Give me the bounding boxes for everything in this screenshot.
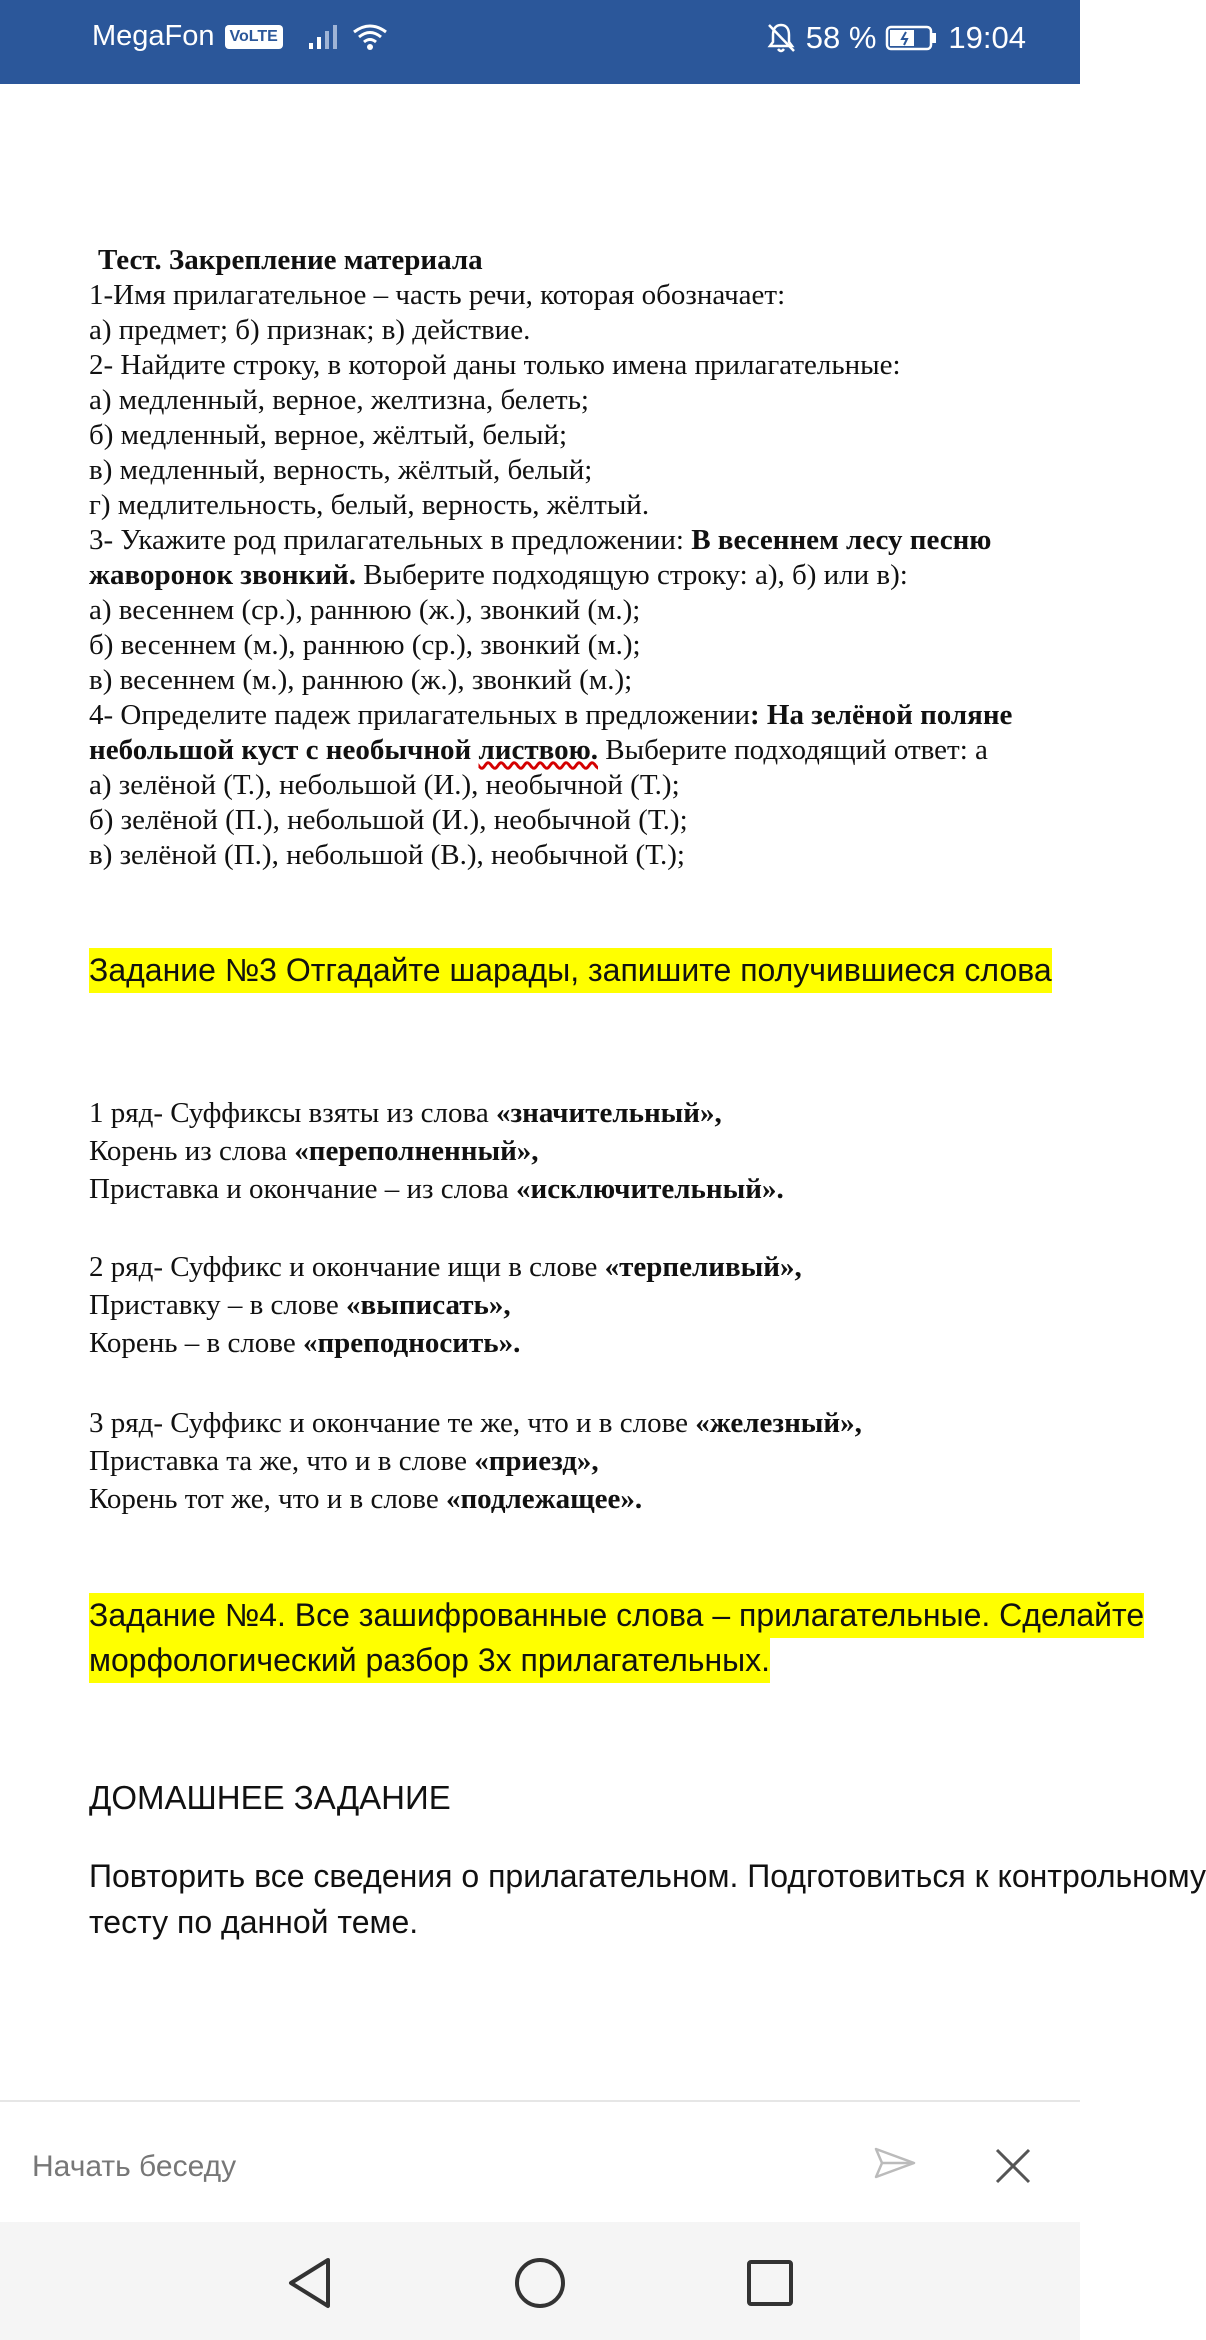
volte-badge: VoLTE [225,25,283,49]
question-4-sentence-end: листвою. [478,734,598,766]
row-1-line-3 [89,1172,784,1207]
row-1-word-3: «исключительный». [515,1173,784,1205]
mute-notification-icon [766,22,796,54]
doc-title: Тест. Закрепление материала [98,244,483,276]
document-view[interactable] [0,88,1206,2098]
row-3-line-1 [89,1406,862,1441]
status-right [766,20,1026,56]
question-4-line2 [89,733,988,768]
task-3-heading: Задание №3 Отгадайте шарады, запишите получившиеся слова [89,948,1052,993]
carrier-name: MegaFon [92,20,215,52]
question-3 [89,523,991,558]
question-4-sentence: : На зелёной поляне [750,699,1013,731]
row-1-word-1: «значительный», [495,1097,722,1129]
back-icon[interactable] [285,2256,335,2310]
row-1-word-2: «переполненный», [294,1135,539,1167]
navigation-bar [0,2222,1080,2340]
row-1-line-2 [89,1134,539,1169]
row-3-word-3: «подлежащее». [445,1483,643,1515]
question-3-instruction: Выберите подходящую строку: а), б) или в): [356,559,908,591]
homework-line-2: тесту по данной теме. [89,1904,419,1940]
homework-line-1: Повторить все сведения о прилагательном. Подготовиться к контрольному [89,1858,1206,1894]
recents-icon[interactable] [745,2256,795,2310]
question-3-option-a: а) весеннем (ср.), раннюю (ж.), звонкий (м.); [89,594,641,626]
close-icon[interactable] [993,2146,1033,2186]
question-2-option-d: г) медлительность, белый, верность, жёлтый. [89,489,650,521]
question-2-option-c: в) медленный, верность, жёлтый, белый; [89,454,593,486]
question-4-sentence-mid: небольшой куст с необычной [89,734,479,766]
chat-bar [0,2100,1080,2224]
question-4 [89,698,1012,733]
question-4-instruction: Выберите подходящий ответ: а [598,734,988,766]
send-icon[interactable] [873,2146,917,2180]
question-2-option-a: а) медленный, верное, желтизна, белеть; [89,384,589,416]
row-3-text-2: Приставка та же, что и в слове [89,1445,475,1477]
question-2: 2- Найдите строку, в которой даны только имена прилагательные: [89,349,901,381]
row-2-line-3 [89,1326,520,1361]
task-4-heading-line-2: морфологический разбор 3х прилагательных. [89,1638,770,1683]
row-3-line-3 [89,1482,642,1517]
status-left [92,20,389,53]
chat-input[interactable]: Начать беседу [32,2150,237,2183]
question-3-option-b: б) весеннем (м.), раннюю (ср.), звонкий (м.); [89,629,641,661]
question-3-sentence: В весеннем лесу песню [691,524,992,556]
row-1-line-1 [89,1096,722,1131]
row-2-line-1 [89,1250,802,1285]
question-3-option-c: в) весеннем (м.), раннюю (ж.), звонкий (м.); [89,664,633,696]
row-3-line-2 [89,1444,599,1479]
question-1-options: а) предмет; б) признак; в) действие. [89,314,531,346]
status-bar [0,0,1080,84]
row-2-word-2: «выписать», [346,1289,511,1321]
question-3-text: 3- Укажите род прилагательных в предложении: [89,524,692,556]
row-2-word-1: «терпеливый», [604,1251,802,1283]
question-4-option-a: а) зелёной (Т.), небольшой (И.), необычной (Т.); [89,769,680,801]
task-4-heading-line-1: Задание №4. Все зашифрованные слова – прилагательные. Сделайте [89,1593,1144,1638]
signal-icon [307,23,341,51]
home-icon[interactable] [513,2256,567,2310]
row-3-text-1: 3 ряд- Суффикс и окончание те же, что и в слове [89,1407,696,1439]
question-4-option-c: в) зелёной (П.), небольшой (В.), необычной (Т.); [89,839,685,871]
row-3-word-1: «железный», [695,1407,862,1439]
row-2-line-2 [89,1288,511,1323]
battery-percent: 58 % [805,20,877,55]
wifi-icon [351,22,389,52]
question-3-line2 [89,558,908,593]
clock: 19:04 [948,20,1026,55]
question-2-option-b: б) медленный, верное, жёлтый, белый; [89,419,568,451]
row-1-text-3: Приставка и окончание – из слова [89,1173,516,1205]
row-2-text-3: Корень – в слове [89,1327,303,1359]
row-1-text-1: 1 ряд- Суффиксы взяты из слова [89,1097,496,1129]
homework-title: ДОМАШНЕЕ ЗАДАНИЕ [89,1779,451,1816]
row-3-text-3: Корень тот же, что и в слове [89,1483,446,1515]
row-1-text-2: Корень из слова [89,1135,295,1167]
question-4-option-b: б) зелёной (П.), небольшой (И.), необычной (Т.); [89,804,688,836]
row-2-word-3: «преподносить». [302,1327,521,1359]
question-4-text: 4- Определите падеж прилагательных в предложении [89,699,751,731]
battery-icon [886,25,938,51]
row-2-text-2: Приставку – в слове [89,1289,347,1321]
question-3-sentence-end: жаворонок звонкий. [89,559,356,591]
question-1: 1-Имя прилагательное – часть речи, которая обозначает: [89,279,786,311]
row-3-word-2: «приезд», [474,1445,599,1477]
row-2-text-1: 2 ряд- Суффикс и окончание ищи в слове [89,1251,605,1283]
